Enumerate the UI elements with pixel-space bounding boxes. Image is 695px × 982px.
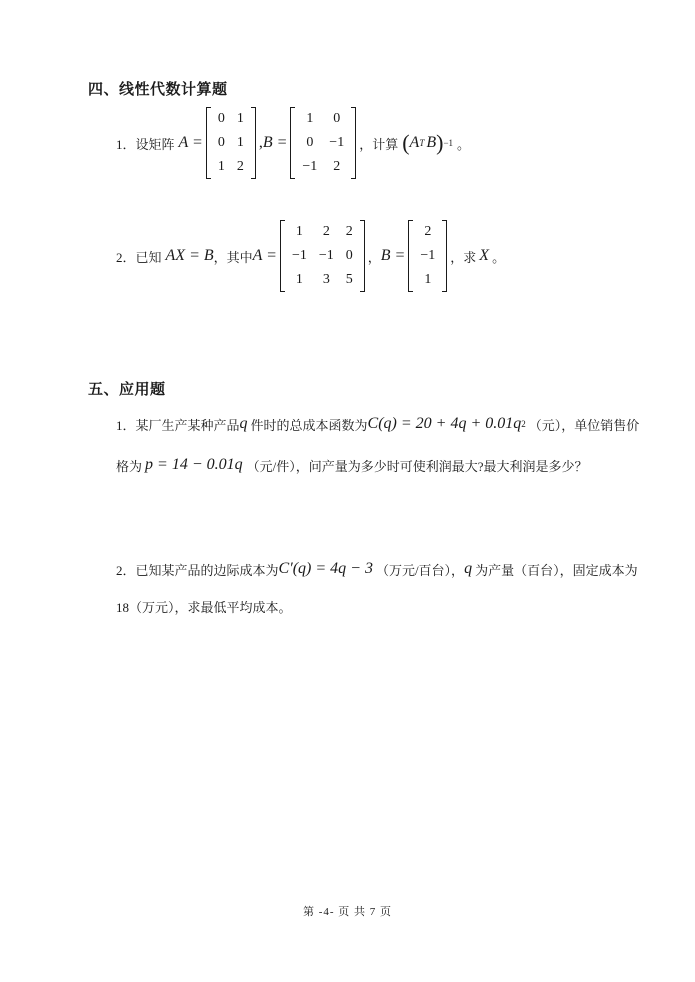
- question-text: （元），单位销售价: [528, 417, 640, 433]
- matrix-cell: 2: [236, 159, 244, 174]
- matrix-cell: 1: [295, 272, 303, 287]
- question-text: 18（万元），求最低平均成本。: [116, 599, 292, 615]
- matrix-cell: −1: [329, 135, 345, 150]
- matrix-b: [408, 220, 447, 292]
- question-5-2-line-2: [116, 596, 292, 616]
- question-text: 设矩阵: [135, 136, 175, 152]
- section-4-heading: 四、线性代数计算题: [88, 80, 228, 98]
- matrix-cell: 0: [345, 248, 353, 263]
- question-text: （元/件），问产量为多少时可使利润最大?最大利润是多少？: [246, 458, 588, 474]
- matrix-cell: 1: [306, 111, 314, 126]
- question-text: 格为: [116, 458, 143, 474]
- question-5-1-line-2: [116, 454, 588, 476]
- question-text: 件时的总成本函数为: [250, 417, 368, 433]
- expr-a: A: [409, 134, 420, 151]
- question-5-1-line-1: [116, 413, 639, 435]
- matrix-cell: 2: [424, 224, 432, 239]
- matrix-cell: −1: [291, 248, 307, 263]
- expr-inverse: −1: [443, 138, 454, 148]
- matrix-b: [290, 107, 356, 179]
- price-function: p = 14 − 0.01q: [145, 456, 243, 473]
- matrix-cell: −1: [302, 159, 318, 174]
- equation-ax-b: AX = B: [165, 247, 214, 264]
- variable-q: q: [239, 415, 248, 432]
- expr-transpose: T: [419, 138, 425, 148]
- matrix-a-label: A =: [178, 134, 203, 151]
- matrix-b-label: B =: [380, 247, 406, 264]
- matrix-cell: 1: [424, 272, 432, 287]
- matrix-b-label: B =: [262, 134, 288, 151]
- question-number: 2．: [116, 249, 136, 265]
- question-text: 为产量（百台），固定成本为: [475, 562, 638, 578]
- separator: ,: [258, 134, 263, 151]
- question-5-2-line-1: [116, 558, 638, 580]
- marginal-cost-function: C′(q) = 4q − 3: [278, 560, 373, 577]
- paren-close: ): [436, 130, 444, 155]
- separator: ，: [367, 249, 381, 265]
- matrix-cell: 0: [217, 135, 225, 150]
- section-5-heading: 五、应用题: [88, 380, 166, 398]
- matrix-cell: 1: [236, 111, 244, 126]
- matrix-cell: 2: [322, 224, 330, 239]
- matrix-cell: 1: [236, 135, 244, 150]
- variable-q: q: [464, 560, 473, 577]
- question-4-1: [116, 107, 470, 179]
- question-text: 已知: [135, 249, 162, 265]
- question-end: 。: [457, 136, 471, 152]
- matrix-cell: 0: [217, 111, 225, 126]
- matrix-cell: 5: [345, 272, 353, 287]
- question-text: 2．已知某产品的边际成本为: [116, 562, 279, 578]
- question-text: ，计算: [359, 136, 399, 152]
- question-text: （万元/百台），: [375, 562, 465, 578]
- matrix-cell: 0: [306, 135, 314, 150]
- matrix-cell: 2: [333, 159, 341, 174]
- question-end: 。: [492, 249, 506, 265]
- matrix-cell: 0: [333, 111, 341, 126]
- unknown-x: X: [479, 247, 490, 264]
- question-text: ，求: [450, 249, 477, 265]
- matrix-cell: −1: [318, 248, 334, 263]
- paren-open: (: [402, 130, 410, 155]
- page-footer: 第 -4- 页 共 7 页: [302, 906, 393, 918]
- cost-function: C(q) = 20 + 4q + 0.01q: [367, 415, 522, 432]
- matrix-a: [206, 107, 256, 179]
- matrix-cell: 1: [295, 224, 303, 239]
- matrix-cell: 1: [217, 159, 225, 174]
- matrix-cell: 2: [345, 224, 353, 239]
- question-number: 1．: [116, 136, 136, 152]
- matrix-a-label: A =: [252, 247, 277, 264]
- question-text: 1．某厂生产某种产品: [116, 417, 240, 433]
- question-4-2: [116, 220, 505, 292]
- cost-exponent: 2: [521, 419, 526, 429]
- matrix-a: [280, 220, 365, 292]
- matrix-cell: 3: [322, 272, 330, 287]
- matrix-cell: −1: [420, 248, 436, 263]
- expr-b: B: [426, 134, 437, 151]
- question-text: ，其中: [213, 249, 253, 265]
